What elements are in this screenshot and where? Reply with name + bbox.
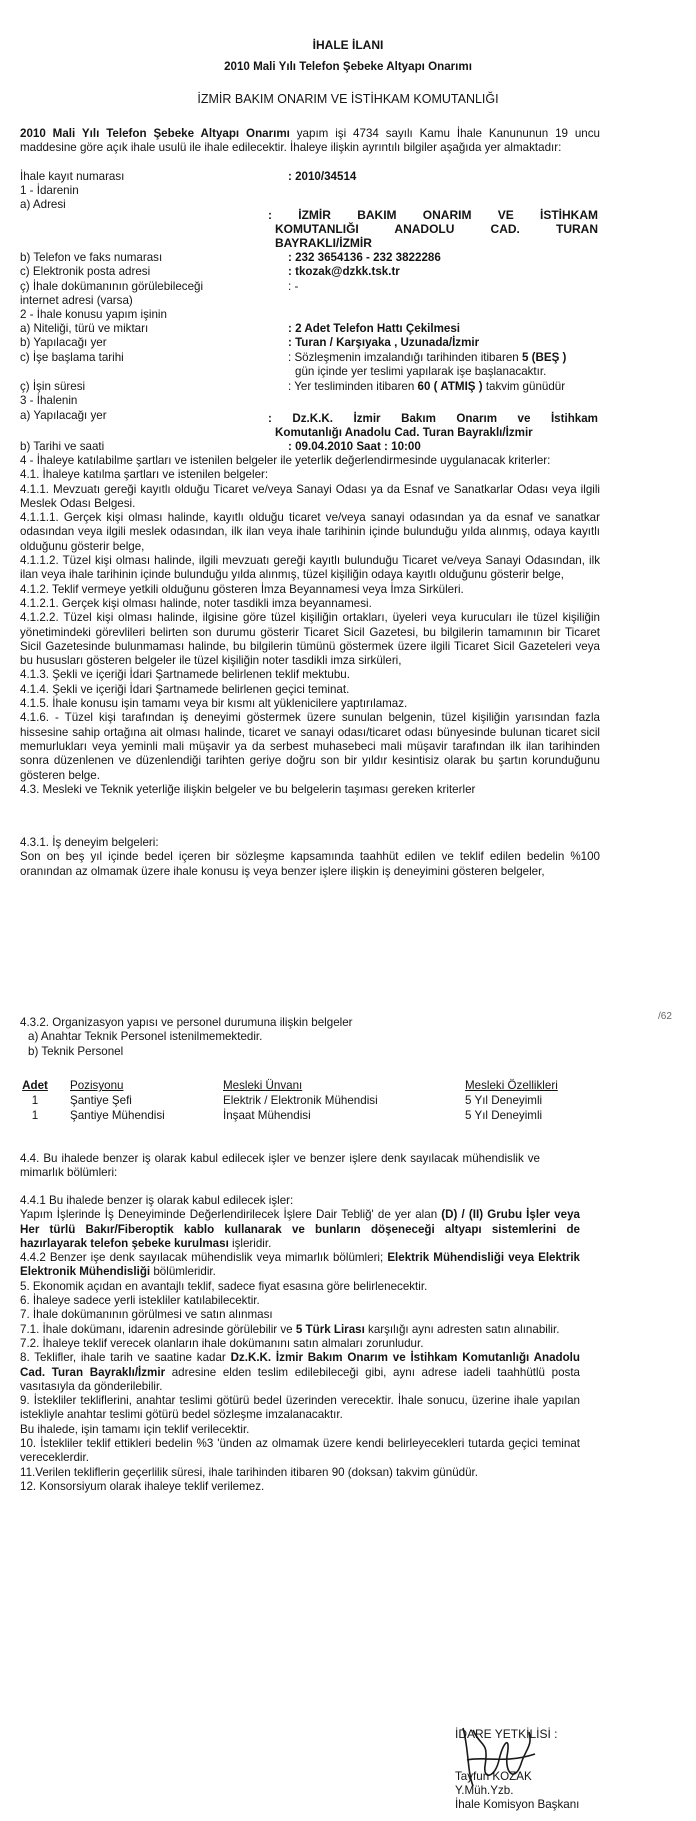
cell-unvan: Elektrik / Elektronik Mühendisi bbox=[223, 1094, 378, 1107]
nitelik-value: : 2 Adet Telefon Hattı Çekilmesi bbox=[288, 322, 461, 335]
konu-heading-text: 2 - İhale konusu yapım işinin bbox=[20, 308, 167, 321]
item-7-1-c: karşılığı aynı adresten satın alınabilir. bbox=[364, 1322, 560, 1336]
similar-section bbox=[20, 1152, 540, 1181]
similar-4-4-1-c: işleridir. bbox=[228, 1236, 272, 1250]
adres-label: a) Adresi bbox=[20, 198, 66, 211]
field-nitelik bbox=[20, 322, 600, 336]
similar-4-4-1-a: Yapım İşlerinde İş Deneyiminde Değerlendirilecek İşlere Dair Tebliğ' de yer alan bbox=[20, 1208, 442, 1222]
org-item-b: b) Teknik Personel bbox=[28, 1044, 124, 1058]
field-yer bbox=[20, 336, 600, 350]
notice-subtitle: 2010 Mali Yılı Telefon Şebeke Altyapı Onarımı bbox=[224, 60, 472, 73]
signature-role: İhale Komisyon Başkanı bbox=[455, 1798, 580, 1811]
item-7-1-b: 5 Türk Lirası bbox=[295, 1322, 365, 1336]
intro-bold: 2010 Mali Yılı Telefon Şebeke Altyapı Onarımı bbox=[20, 127, 290, 140]
col-adet: Adet bbox=[22, 1079, 48, 1092]
cell-unvan: İnşaat Mühendisi bbox=[223, 1109, 311, 1122]
field-internet bbox=[20, 280, 600, 294]
cell-adet: 1 bbox=[31, 1109, 39, 1122]
field-tel bbox=[20, 251, 600, 265]
item-5: 5. Ekonomik açıdan en avantajlı teklif, sadece fiyat esasına göre belirlenecektir. bbox=[20, 1279, 428, 1293]
criteria-4-1-3: 4.1.3. Şekli ve içeriği İdari Şartnamede belirlenen teklif mektubu. bbox=[20, 668, 350, 682]
baslama-value1 bbox=[288, 351, 566, 364]
col-pozisyon: Pozisyonu bbox=[70, 1079, 124, 1092]
tarih-label: b) Tarihi ve saati bbox=[20, 440, 105, 453]
idare-heading-text: 1 - İdarenin bbox=[20, 184, 79, 197]
idare-heading bbox=[20, 184, 600, 198]
cell-pozisyon: Şantiye Mühendisi bbox=[70, 1109, 165, 1122]
signature-name: Tayfun KOZAK bbox=[455, 1770, 532, 1783]
item-8-a: 8. Teklifler, ihale tarih ve saatine kadar bbox=[20, 1351, 231, 1365]
signature-rank: Y.Müh.Yzb. bbox=[455, 1784, 514, 1797]
similar-4-4: 4.4. Bu ihalede benzer iş olarak kabul edilecek işler ve benzer işlere denk sayılacak mühendislik ve mimarlık bölümleri: bbox=[20, 1152, 540, 1180]
intro-text: yapım işi 4734 sayılı Kamu İhale Kanununun 19 uncu maddesine göre açık ihale usulü ile ihale edilecektir. İhaleye ilişkin ayrıntılı bilgiler aşağıda yer almaktadır: bbox=[20, 127, 600, 155]
item-7-2: 7.2. İhaleye teklif verecek olanların ihale dokümanını satın almaları zorunludur. bbox=[20, 1336, 424, 1350]
konu-heading bbox=[20, 308, 600, 322]
field-tarih bbox=[20, 440, 600, 454]
experience-heading: 4.3.1. İş deneyim belgeleri: bbox=[20, 836, 159, 849]
cell-adet: 1 bbox=[31, 1094, 39, 1107]
sure-value-post: takvim günüdür bbox=[482, 380, 566, 393]
eposta-value: : tkozak@dzkk.tsk.tr bbox=[288, 265, 400, 278]
criteria-4-1-1-2: 4.1.1.2. Tüzel kişi olması halinde, ilgili mevzuatı gereği kayıtlı bulunduğu Ticaret ve/veya Sanayi Odasından, ilk ilan veya ihale tarihinin içinde bulunduğu yılda alınmış, tüzel kişiliğin odaya kayıtlı olduğunu gösterir belge, bbox=[20, 554, 600, 582]
eposta-label: c) Elektronik posta adresi bbox=[20, 265, 151, 278]
field-sure bbox=[20, 380, 600, 394]
field-kayit bbox=[20, 170, 600, 184]
margin-note: /62 bbox=[658, 1011, 672, 1022]
similar-4-4-1-heading: 4.4.1 Bu ihalede benzer iş olarak kabul edilecek işler: bbox=[20, 1194, 294, 1207]
similar-4-4-2-b: Elektrik Mühendisliği veya Elektrik Elektronik Mühendisliği bbox=[20, 1251, 580, 1279]
item-6: 6. İhaleye sadece yerli istekliler katılabilecektir. bbox=[20, 1294, 260, 1308]
field-baslama bbox=[20, 351, 600, 365]
ihalenin-heading-text: 3 - İhalenin bbox=[20, 394, 78, 407]
org-item-a: a) Anahtar Teknik Personel istenilmemektedir. bbox=[28, 1030, 263, 1044]
criteria-4-1-1: 4.1.1. Mevzuatı gereği kayıtlı olduğu Ticaret ve/veya Sanayi Odası ya da Esnaf ve Sanatkarlar Odası veya ilgili Meslek Odası Belgesi. bbox=[20, 482, 600, 510]
table-row bbox=[20, 1109, 600, 1124]
similar-4-4-1 bbox=[20, 1194, 580, 1494]
col-unvan: Mesleki Ünvanı bbox=[223, 1079, 303, 1092]
cell-ozellik: 5 Yıl Deneyimli bbox=[465, 1094, 543, 1107]
item-8-b: Dz.K.K. İzmir Bakım Onarım ve İstihkam Komutanlığı Anadolu Cad. Turan Bayraklı/İzmir bbox=[20, 1351, 580, 1379]
similar-4-4-2-a: 4.4.2 Benzer işe denk sayılacak mühendislik veya mimarlık bölümleri; bbox=[20, 1251, 388, 1265]
adres-line3: BAYRAKLI/İZMİR bbox=[275, 236, 372, 250]
criteria-4-1-4: 4.1.4. Şekli ve içeriği İdari Şartnamede belirlenen geçici teminat. bbox=[20, 682, 350, 696]
tarih-value: : 09.04.2010 Saat : 10:00 bbox=[288, 440, 421, 453]
item-9b: Bu ihalede, işin tamamı için teklif verilecektir. bbox=[20, 1422, 250, 1436]
yer-value: : Turan / Karşıyaka , Uzunada/İzmir bbox=[288, 336, 480, 349]
intro-paragraph bbox=[20, 127, 600, 156]
experience-section bbox=[20, 836, 600, 879]
criteria-4-1-2-1: 4.1.2.1. Gerçek kişi olması halinde, noter tasdikli imza beyannamesi. bbox=[20, 596, 372, 610]
internet-value: : - bbox=[288, 280, 299, 293]
tel-label: b) Telefon ve faks numarası bbox=[20, 251, 163, 264]
item-7-1-a: 7.1. İhale dokümanı, idarenin adresinde görülebilir ve bbox=[20, 1322, 296, 1336]
criteria-4-1: 4.1. İhaleye katılma şartları ve istenilen belgeler: bbox=[20, 468, 269, 482]
item-11: 11.Verilen tekliflerin geçerlilik süresi, ihale tarihinden itibaren 90 (doksan) takvim günüdür. bbox=[20, 1465, 478, 1479]
baslama-label: c) İşe başlama tarihi bbox=[20, 351, 124, 364]
col-ozellik: Mesleki Özellikleri bbox=[465, 1079, 558, 1092]
institution-name: İZMİR BAKIM ONARIM VE İSTİHKAM KOMUTANLIĞI bbox=[197, 92, 499, 106]
baslama-value1-text: : Sözleşmenin imzalandığı tarihinden itibaren bbox=[288, 351, 522, 364]
kayit-value: : 2010/34514 bbox=[288, 170, 357, 183]
personnel-table bbox=[20, 1079, 600, 1124]
item-12: 12. Konsorsiyum olarak ihaleye teklif verilemez. bbox=[20, 1479, 265, 1493]
internet-label2: internet adresi (varsa) bbox=[20, 294, 133, 307]
criteria-section bbox=[20, 454, 600, 797]
item-8-c: adresine elden teslim edilebileceği gibi, aynı adrese iadeli taahhütlü posta vasıtasıyla da gönderilebilir. bbox=[20, 1365, 580, 1393]
similar-4-4-1-b: (D) / (II) Grubu İşler veya Her türlü Bakır/Fiberoptik kablo kullanarak ve bunların döşeneceği altyapı sistemlerini de hazırlayarak telefon şebeke kurulması bbox=[20, 1208, 580, 1250]
field-eposta bbox=[20, 265, 600, 279]
org-section bbox=[20, 1016, 500, 1059]
criteria-4-1-2: 4.1.2. Teklif vermeye yetkili olduğunu gösteren İmza Beyannamesi veya İmza Sirküleri. bbox=[20, 582, 464, 596]
item-7: 7. İhale dokümanının görülmesi ve satın alınması bbox=[20, 1308, 273, 1322]
yer-label: b) Yapılacağı yer bbox=[20, 336, 107, 349]
ihalenin-heading bbox=[20, 394, 600, 408]
adres-line1: : İZMİR BAKIM ONARIM VE İSTİHKAM bbox=[268, 208, 598, 222]
criteria-4-1-1-1: 4.1.1.1. Gerçek kişi olması halinde, kayıtlı olduğu ticaret ve/veya sanayi odasından ya da esnaf ve sanatkar odasından veya ilgili meslek odasından, ilk ilan veya ihale tarihinin içinde bulunduğu yılda alınmış, odaya kayıtlı olduğunu gösterir belge, bbox=[20, 511, 600, 553]
sure-value-pre: : Yer tesliminden itibaren bbox=[288, 380, 418, 393]
signature-title: İDARE YETKİLİSİ : bbox=[455, 1727, 558, 1741]
cell-ozellik: 5 Yıl Deneyimli bbox=[465, 1109, 543, 1122]
baslama-value1-bold: 5 (BEŞ ) bbox=[521, 351, 567, 364]
similar-4-4-2-c: bölümleridir. bbox=[150, 1265, 216, 1279]
adres-line2: KOMUTANLIĞI ANADOLU CAD. TURAN bbox=[275, 222, 598, 236]
criteria-4: 4 - İhaleye katılabilme şartları ve istenilen belgeler ile yeterlik değerlendirmesinde uygulanacak kriterler: bbox=[20, 454, 551, 467]
experience-text: Son on beş yıl içinde bedel içeren bir sözleşme kapsamında taahhüt edilen ve teklif edilen bedelin %100 oranından az olmamak üzere ihale konusu iş veya benzer işlere ilişkin iş deneyimini gösteren belgeler, bbox=[20, 850, 600, 878]
ihale-yer-label: a) Yapılacağı yer bbox=[20, 409, 107, 422]
sure-value bbox=[288, 380, 565, 393]
internet-label1: ç) İhale dokümanının görülebileceği bbox=[20, 280, 204, 293]
sure-label: ç) İşin süresi bbox=[20, 380, 86, 393]
baslama-value2: gün içinde yer teslimi yapılarak işe başlanacaktır. bbox=[295, 365, 547, 378]
cell-pozisyon: Şantiye Şefi bbox=[70, 1094, 132, 1107]
criteria-4-1-6: 4.1.6. - Tüzel kişi tarafından iş deneyimi göstermek üzere sunulan belgenin, tüzel kişiliğin yarısından fazla hissesine sahip ortağına ait olması halinde, ticaret ve sanayi odası/ticaret odası bünyesinde bulunan ticaret sicil memurlukları veya yeminli mali müşavir ya da serbest muhasebeci mali müşavir tarafından ilk ilan tarihinden sonra düzenlenen ve düzenlendiği tarihten geriye doğru son bir yıldır kesintisiz olarak bu şartın korunduğunu gösteren belge. bbox=[20, 711, 600, 782]
tel-value: : 232 3654136 - 232 3822286 bbox=[288, 251, 441, 264]
item-9: 9. İstekliler tekliflerini, anahtar teslimi götürü bedel üzerinden verecektir. İhale sonucu, üzerine ihale yapılan istekliyle anahtar teslimi götürü bedel sözleşme imzalanacaktır. bbox=[20, 1394, 580, 1422]
field-baslama2 bbox=[20, 365, 600, 379]
table-row bbox=[20, 1094, 600, 1109]
criteria-4-1-5: 4.1.5. İhale konusu işin tamamı veya bir kısmı alt yüklenicilere yaptırılamaz. bbox=[20, 697, 408, 711]
org-heading: 4.3.2. Organizasyon yapısı ve personel durumuna ilişkin belgeler bbox=[20, 1016, 353, 1029]
ihale-yer-value1: : Dz.K.K. İzmir Bakım Onarım ve İstihkam bbox=[268, 412, 598, 425]
criteria-4-3: 4.3. Mesleki ve Teknik yeterliğe ilişkin belgeler ve bu belgelerin taşıması gereken kriterler bbox=[20, 782, 476, 796]
notice-title: İHALE İLANI bbox=[312, 38, 384, 52]
item-10: 10. İstekliler teklif ettikleri bedelin %3 'ünden az olmamak üzere kendi belirleyecekleri tutarda geçici teminat vereceklerdir. bbox=[20, 1437, 580, 1465]
nitelik-label: a) Niteliği, türü ve miktarı bbox=[20, 322, 149, 335]
table-header-row bbox=[20, 1079, 600, 1094]
kayit-label: İhale kayıt numarası bbox=[20, 170, 125, 183]
criteria-4-1-2-2: 4.1.2.2. Tüzel kişi olması halinde, ilgisine göre tüzel kişiliğin ortakları, üyeleri veya kurucuları ile tüzel kişiliğin yönetimindeki görevlileri belirten son durumu gösterir Ticaret Sicil Gazetesi, bu bilgilerin tamamının bir Ticaret Sicil Gazetesinde bulunmaması halinde, bu bilgilerin tümünü göstermek üzere ilgili Ticaret Sicil Gazeteleri veya bu hususları gösteren belgeler ile tüzel kişiliğin noter tasdikli imza sirküleri, bbox=[20, 611, 600, 668]
ihale-yer-value2: Komutanlığı Anadolu Cad. Turan Bayraklı/İzmir bbox=[275, 426, 533, 439]
sure-value-bold: 60 ( ATMIŞ ) bbox=[417, 380, 483, 393]
field-internet2 bbox=[20, 294, 600, 308]
